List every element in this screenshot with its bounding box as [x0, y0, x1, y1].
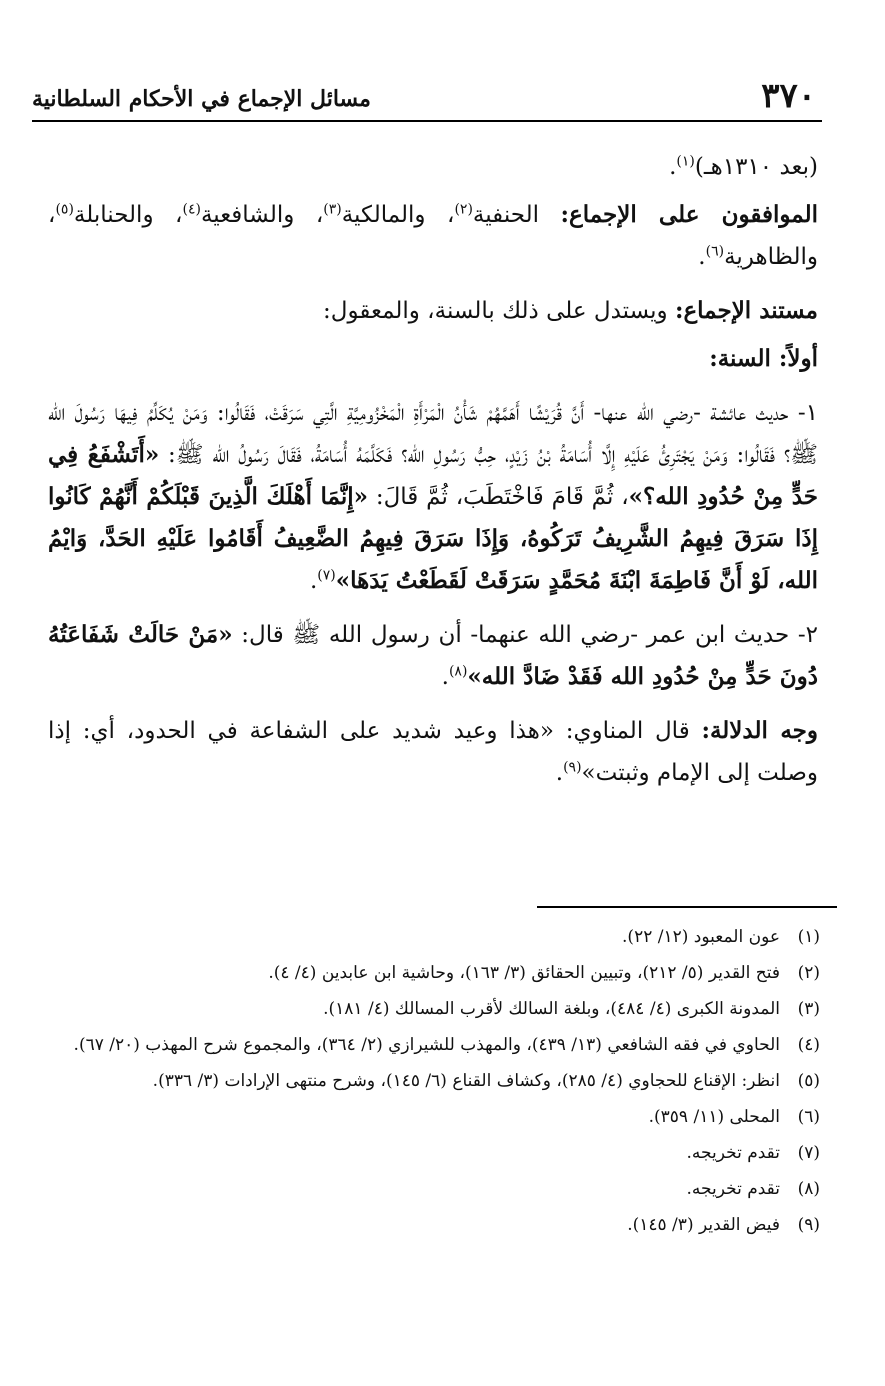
paragraph-hadith-1: ١- حديث عائشة -رضي الله عنها- أَنَّ قُرَيْشًا أَهَمَّهُمْ شَأْنُ الْمَرْأَةِ الْمَخْزُومِيَّةِ الَّتِي سَرَقَتْ، فَقَالُوا: وَمَنْ يُكَلِّمُ فِيهَا رَسُولَ الله ﷺ؟ فَقَالُوا: وَمَنْ يَجْتَرِئُ عَلَيْهِ إِلَّا أُسَامَةُ بْنُ زَيْدٍ، حِبُّ رَسُولِ الله؟ فَكَلَّمَهُ أُسَامَةُ، فَقَالَ رَسُولُ الله ﷺ: «أَتَشْفَعُ فِي حَدٍّ مِنْ حُدُودِ الله؟»، ثُمَّ قَامَ فَاخْتَطَبَ، ثُمَّ قَالَ: «إِنَّمَا أَهْلَكَ الَّذِينَ قَبْلَكُمْ أَنَّهُمْ كَانُوا إِذَا سَرَقَ فِيهِمُ الشَّرِيفُ تَرَكُوهُ، وَإِذَا سَرَقَ فِيهِمُ الضَّعِيفُ أَقَامُوا عَلَيْهِ الحَدَّ، وَايْمُ الله، لَوْ أَنَّ فَاطِمَةَ ابْنَةَ مُحَمَّدٍ سَرَقَتْ لَقَطَعْتُ يَدَهَا»$^{(٧)}$. [48, 400, 818, 594]
footnote-text: فتح القدير (٥/ ٢١٢)، وتبيين الحقائق (٣/ ١٦٣)، وحاشية ابن عابدين (٤/ ٤). [268, 963, 780, 983]
paragraph-evidence: وجه الدلالة: قال المناوي: «هذا وعيد شديد على الشفاعة في الحدود، أي: إذا وصلت إلى الإمام وثبتت»$^{(٩)}$. [48, 717, 818, 786]
footnote-number: (٤) [797, 1035, 820, 1055]
footnote-item [48, 1174, 820, 1205]
hadith-quote: «أَتَشْفَعُ فِي حَدٍّ مِنْ حُدُودِ الله؟» [48, 441, 818, 510]
paragraph-hadith-2: ٢- حديث ابن عمر -رضي الله عنهما- أن رسول الله ﷺ قال: «مَنْ حَالَتْ شَفَاعَتُهُ دُونَ حَدٍّ مِنْ حُدُودِ الله فَقَدْ ضَادَّ الله»$^{(٨)}$. [48, 621, 818, 690]
footnote-ref: (٤) [182, 201, 201, 218]
page-header [32, 74, 822, 122]
paragraph-sunnah-heading [48, 338, 818, 380]
running-title: مسائل الإجماع في الأحكام السلطانية [32, 86, 371, 112]
section-heading: أولاً: السنة: [709, 345, 818, 372]
footnote-text: المحلى (١١/ ٣٥٩). [648, 1107, 780, 1127]
section-lead: وجه الدلالة: [701, 717, 818, 744]
footnote-text: تقدم تخريجه. [686, 1179, 780, 1199]
footnote-ref: (٩) [563, 759, 582, 776]
footnote-text: فيض القدير (٣/ ١٤٥). [627, 1215, 780, 1235]
footnote-ref: (٨) [448, 663, 468, 680]
footnote-item [48, 922, 820, 953]
footnote-ref: (١) [676, 153, 695, 170]
paragraph-basis: مستند الإجماع: ويستدل على ذلك بالسنة، والمعقول: [323, 297, 818, 324]
footnote-item [48, 1066, 820, 1097]
footnote-ref: (٢) [454, 201, 473, 218]
footnotes [48, 922, 820, 1246]
section-lead: مستند الإجماع: [674, 297, 818, 324]
footnote-number: (٥) [797, 1071, 820, 1091]
footnote-ref: (٣) [323, 201, 342, 218]
footnote-text: تقدم تخريجه. [686, 1143, 780, 1163]
footnote-text: الحاوي في فقه الشافعي (١٣/ ٤٣٩)، والمهذب للشيرازي (٢/ ٣٦٤)، والمجموع شرح المهذب (٢٠/ ٦٧). [73, 1035, 780, 1055]
footnote-divider [537, 906, 837, 908]
footnote-item [48, 1102, 820, 1133]
footnote-number: (٩) [797, 1215, 820, 1235]
footnote-item [48, 994, 820, 1025]
main-text [48, 146, 818, 806]
footnote-number: (١) [797, 927, 820, 947]
footnote-item [48, 1030, 820, 1061]
footnote-number: (٨) [797, 1179, 820, 1199]
footnote-item [48, 1210, 820, 1241]
hadith-quote: «مَنْ حَالَتْ شَفَاعَتُهُ دُونَ حَدٍّ مِنْ حُدُودِ الله فَقَدْ ضَادَّ الله» [48, 621, 818, 690]
paragraph-date: (بعد ١٣١٠هـ)$^{(١)}$. [669, 153, 818, 180]
footnote-number: (٢) [797, 963, 820, 983]
footnote-item [48, 1138, 820, 1169]
footnote-ref: (٧) [317, 567, 336, 584]
footnote-ref: (٦) [705, 243, 725, 260]
footnote-number: (٣) [797, 999, 820, 1019]
footnote-number: (٦) [797, 1107, 820, 1127]
hadith-quote: «إِنَّمَا أَهْلَكَ الَّذِينَ قَبْلَكُمْ أَنَّهُمْ كَانُوا إِذَا سَرَقَ فِيهِمُ الشَّرِيفُ تَرَكُوهُ، وَإِذَا سَرَقَ فِيهِمُ الضَّعِيفُ أَقَامُوا عَلَيْهِ الحَدَّ، وَايْمُ الله، لَوْ أَنَّ فَاطِمَةَ ابْنَةَ مُحَمَّدٍ سَرَقَتْ لَقَطَعْتُ يَدَهَا» [48, 483, 818, 594]
footnote-text: عون المعبود (١٢/ ٢٢). [622, 927, 780, 947]
footnote-text: المدونة الكبرى (٤/ ٤٨٤)، وبلغة السالك لأقرب المسالك (٤/ ١٨١). [323, 999, 780, 1019]
footnote-item [48, 958, 820, 989]
footnote-text: انظر: الإقناع للحجاوي (٤/ ٢٨٥)، وكشاف القناع (٦/ ١٤٥)، وشرح منتهى الإرادات (٣/ ٣٣٦). [152, 1071, 780, 1091]
page-number: ٣٧٠ [761, 76, 816, 116]
paragraph-agreeing-schools: الموافقون على الإجماع: الحنفية$^{(٢)}$، والمالكية$^{(٣)}$، والشافعية$^{(٤)}$، والحنابلة$^{(٥)}$، والظاهرية$^{(٦)}$. [48, 201, 818, 270]
section-lead: الموافقون على الإجماع: [560, 201, 818, 228]
footnote-number: (٧) [797, 1143, 820, 1163]
footnote-ref: (٥) [55, 201, 74, 218]
